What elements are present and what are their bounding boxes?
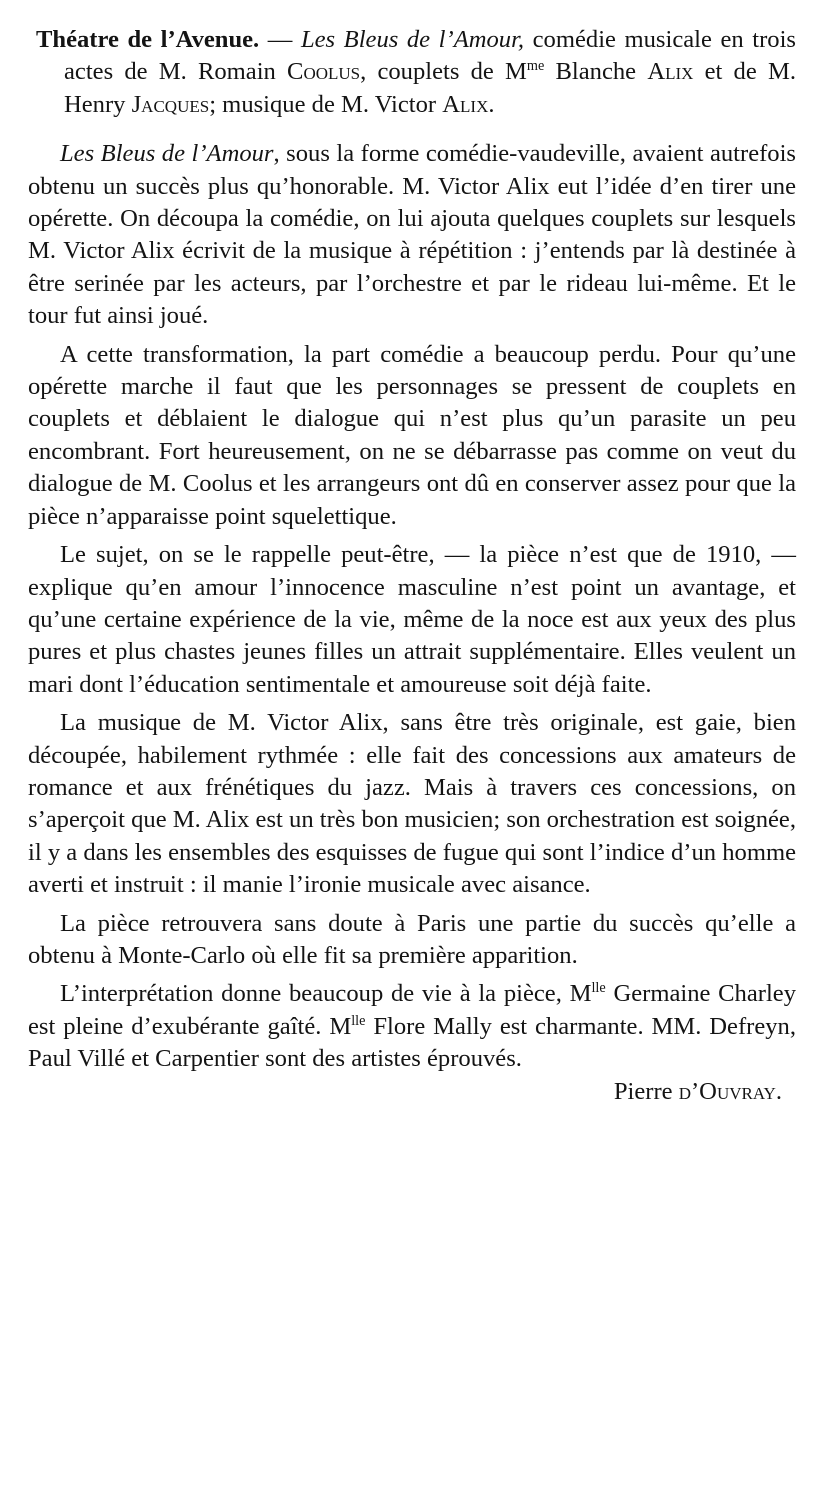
paragraph-4: La musique de M. Victor Alix, sans être très originale, est gaie, bien découpée, habilement rythmée : elle fait des concessions aux amateurs de romance et aux frénétiques du jazz. Mais à travers ces concessions, on s’aperçoit que M. Alix est un très bon musicien; son orchestration est soignée, il y a dans les ensembles des esquisses de fugue qui sont l’indice d’un homme averti et instruit : il manie l’ironie musicale avec aisance. (28, 709, 796, 899)
signature-period: . (775, 1077, 782, 1105)
paragraph-1 (28, 138, 796, 332)
paragraph-text: L’interprétation donne beaucoup de vie à la pièce, (60, 980, 570, 1008)
heading-credits: , couplets de M (360, 58, 527, 86)
lyricist-name: Jacques (131, 90, 210, 118)
play-title: Les Bleus de l’Amour, (300, 26, 525, 53)
paragraph-text: , sous la forme comédie-vaudeville, avaient autrefois obtenu un succès plus qu’honorable. M. Victor Alix eut l’idée d’en tirer une opérette. On découpa la comédie, on lui ajouta quelques couplets sur lesquels M. Victor Alix écrivit de la musique à répétition : j’entends par là destinée à être serinée par les acteurs, par l’orchestre et par le rideau lui-même. Et le tour fut ainsi joué. (28, 140, 796, 330)
review-heading (28, 24, 796, 121)
heading-credits: et de M. Henry (64, 58, 796, 118)
heading-genre: comédie musicale en trois actes de M. Romain (64, 26, 796, 86)
signature-last-name: d’Ouvray (678, 1077, 776, 1105)
honorific-superscript: lle (351, 1012, 366, 1029)
review-article (28, 24, 796, 1108)
paragraph-5: La pièce retrouvera sans doute à Paris une partie du succès qu’elle a obtenu à Monte-Carlo où elle fit sa première apparition. (28, 909, 796, 969)
signature-first-name: Pierre (613, 1077, 679, 1105)
author-name: Coolus (287, 58, 361, 86)
heading-dash: — (259, 26, 301, 53)
paragraph-3: Le sujet, on se le rappelle peut-être, — la pièce n’est que de 1910, — explique qu’en amour l’innocence masculine n’est point un avantage, et qu’une certaine expérience de la vie, même de la noce est aux yeux des plus pures et plus chastes jeunes filles un attrait supplémentaire. Elles veulent un mari dont l’éducation sentimentale et amoureuse soit déjà faite. (28, 541, 796, 698)
honorific-superscript: me (526, 58, 545, 75)
paragraph-text: Germaine Charley est pleine d’exubérante gaîté. (28, 980, 796, 1040)
honorific: M (329, 1012, 352, 1040)
paragraph-text: Flore Mally est charmante. MM. Defreyn, Paul Villé et Carpentier sont des artistes éprouvés. (28, 1012, 796, 1073)
paragraph-6 (28, 978, 796, 1075)
heading-credits: ; musique de M. Victor (209, 90, 443, 118)
play-title-reference: Les Bleus de l’Amour (60, 140, 274, 168)
paragraph-2: A cette transformation, la part comédie a beaucoup perdu. Pour qu’une opérette marche il faut que les personnages se pressent de couplets en couplets et déblaient le dialogue qui n’est plus qu’un parasite un peu encombrant. Fort heureusement, on ne se débarrasse pas comme on veut du dialogue de M. Coolus et les arrangeurs ont dû en conserver assez pour que la pièce n’apparaisse point squelettique. (28, 340, 796, 530)
heading-credits: Blanche (544, 58, 648, 86)
honorific: M (569, 980, 592, 1008)
lyricist-name: Alix (647, 58, 694, 86)
honorific-superscript: lle (591, 980, 606, 997)
composer-name: Alix (442, 90, 489, 118)
heading-credits: . (488, 90, 495, 118)
author-signature (28, 1076, 796, 1108)
theatre-name: Théatre de l’Avenue. (36, 26, 260, 53)
